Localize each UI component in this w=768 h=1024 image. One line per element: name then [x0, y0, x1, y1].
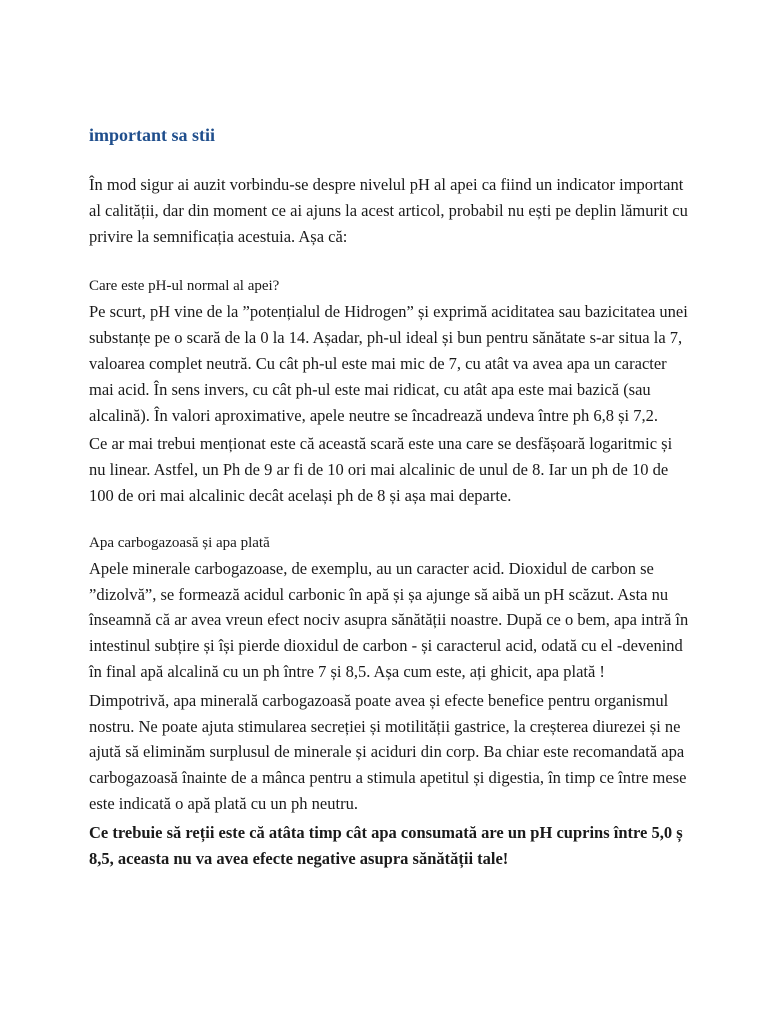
section-heading: Care este pH-ul normal al apei? — [89, 278, 280, 295]
section-spacer — [89, 512, 689, 532]
conclusion-paragraph: Ce trebuie să reții este că atâta timp cât apa consumată are un pH cuprins între 5,0 ș 8,5, aceasta nu va avea efecte negative asupra sănătății tale! — [89, 822, 683, 868]
section-heading: Apa carbogazoasă și apa plată — [89, 534, 270, 551]
section-normal-ph — [89, 275, 689, 508]
body-paragraph: Dimpotrivă, apa minerală carbogazoasă poate avea și efecte benefice pentru organismul nostru. Ne poate ajuta stimularea secreției și motilității gastrice, la creșterea diurezei și ne ajută să eliminăm surplusul de minerale și aciduri din corp. Ba chiar este recomandată apa carbogazoasă înainte de a mânca pentru a stimula apetitul și digestia, în timp ce între mese este indicată o apă plată cu un ph neutru. — [89, 690, 687, 813]
intro-paragraph: În mod sigur ai auzit vorbindu-se despre nivelul pH al apei ca fiind un indicator important al calității, dar din moment ce ai ajuns la acest articol, probabil nu ești pe deplin lămurit cu privire la semnificația acestuia. Așa că: — [89, 175, 688, 246]
body-paragraph: Apele minerale carbogazoase, de exemplu, au un caracter acid. Dioxidul de carbon se ”dizolvă”, se formează acidul carbonic în apă și șa ajunge să aibă un pH scăzut. Asta nu înseamnă că ar avea vreun efect nociv asupra sănătății noastre. După ce o bem, apa intră în intestinul subțire și își pierde dioxidul de carbon - și caracterul acid, odată cu el -devenind în final apă alcalină cu un ph între 7 și 8,5. Așa cum este, ați ghicit, apa plată ! — [89, 558, 689, 681]
section-carbonated-water — [89, 532, 689, 872]
body-paragraph: Pe scurt, pH vine de la ”potențialul de Hidrogen” și exprimă aciditatea sau bazicitatea unei substanțe pe o scară de la 0 la 14. Așadar, ph-ul ideal și bun pentru sănătate s-ar situa la 7, valoarea complet neutră. Cu cât ph-ul este mai mic de 7, cu atât va avea apa un caracter mai acid. În sens invers, cu cât ph-ul este mai ridicat, cu atât apa este mai bazică (sau alcalină). În valori aproximative, apele neutre se încadrează undeva între ph 6,8 și 7,2. — [89, 302, 688, 425]
body-paragraph: Ce ar mai trebui menționat este că această scară este una care se desfășoară logaritmic și nu linear. Astfel, un Ph de 9 ar fi de 10 ori mai alcalinic de unul de 8. Iar un ph de 10 de 100 de ori mai alcalinic decât același ph de 8 și așa mai departe. — [89, 434, 673, 505]
document-page — [89, 122, 689, 871]
document-title: important sa stii — [89, 125, 215, 145]
